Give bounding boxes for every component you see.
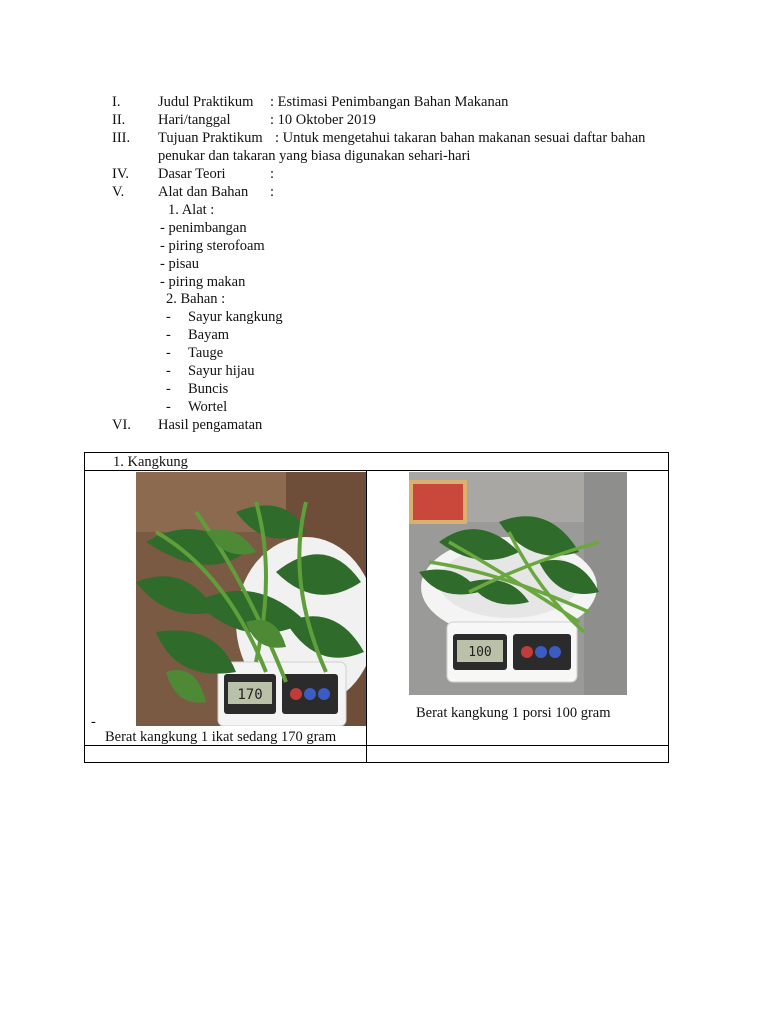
section-4-value: :	[270, 166, 275, 182]
bahan-item: Sayur kangkung	[188, 309, 283, 325]
bullet-dash: -	[166, 363, 171, 379]
section-1-label: Judul Praktikum	[158, 94, 254, 110]
right-scale-reading: 100	[468, 645, 492, 660]
bullet-dash: -	[166, 327, 171, 343]
alat-item: - piring sterofoam	[160, 238, 265, 254]
alat-item: - piring makan	[160, 274, 246, 290]
section-5-value: :	[270, 184, 275, 200]
section-4-number: IV.	[112, 166, 130, 182]
section-3-value: : Untuk mengetahui takaran bahan makanan sesuai daftar bahan	[275, 130, 646, 146]
left-scale-reading: 170	[237, 687, 263, 703]
section-3-number: III.	[112, 130, 131, 146]
right-caption: Berat kangkung 1 porsi 100 gram	[416, 705, 611, 721]
left-caption: Berat kangkung 1 ikat sedang 170 gram	[105, 729, 337, 745]
section-2-value: : 10 Oktober 2019	[270, 112, 376, 128]
section-1-number: I.	[112, 94, 121, 110]
table-header-kangkung: 1. Kangkung	[113, 454, 188, 470]
bullet-dash: -	[166, 399, 171, 415]
bahan-item: Wortel	[188, 399, 228, 415]
bahan-item: Buncis	[188, 381, 229, 397]
section-6-number: VI.	[112, 417, 131, 433]
section-6-label: Hasil pengamatan	[158, 417, 263, 433]
section-1-value: : Estimasi Penimbangan Bahan Makanan	[270, 94, 509, 110]
section-2-number: II.	[112, 112, 126, 128]
section-4-label: Dasar Teori	[158, 166, 226, 182]
bahan-item: Bayam	[188, 327, 230, 343]
results-table	[84, 452, 669, 763]
alat-item: - pisau	[160, 256, 200, 272]
section-5-number: V.	[112, 184, 125, 200]
stray-dash: -	[91, 714, 96, 730]
bullet-dash: -	[166, 345, 171, 361]
alat-heading: 1. Alat :	[168, 202, 215, 218]
section-3-continuation: penukar dan takaran yang biasa digunakan sehari-hari	[158, 148, 471, 164]
section-5-label: Alat dan Bahan	[158, 184, 249, 200]
bahan-item: Sayur hijau	[188, 363, 255, 379]
kangkung-porsi-photo	[409, 472, 627, 695]
bahan-item: Tauge	[188, 345, 224, 361]
kangkung-ikat-photo	[136, 472, 366, 726]
section-2-label: Hari/tanggal	[158, 112, 231, 128]
bullet-dash: -	[166, 381, 171, 397]
bahan-heading: 2. Bahan :	[166, 291, 226, 307]
alat-item: - penimbangan	[160, 220, 247, 236]
section-3-label: Tujuan Praktikum	[158, 130, 263, 146]
bullet-dash: -	[166, 309, 171, 325]
